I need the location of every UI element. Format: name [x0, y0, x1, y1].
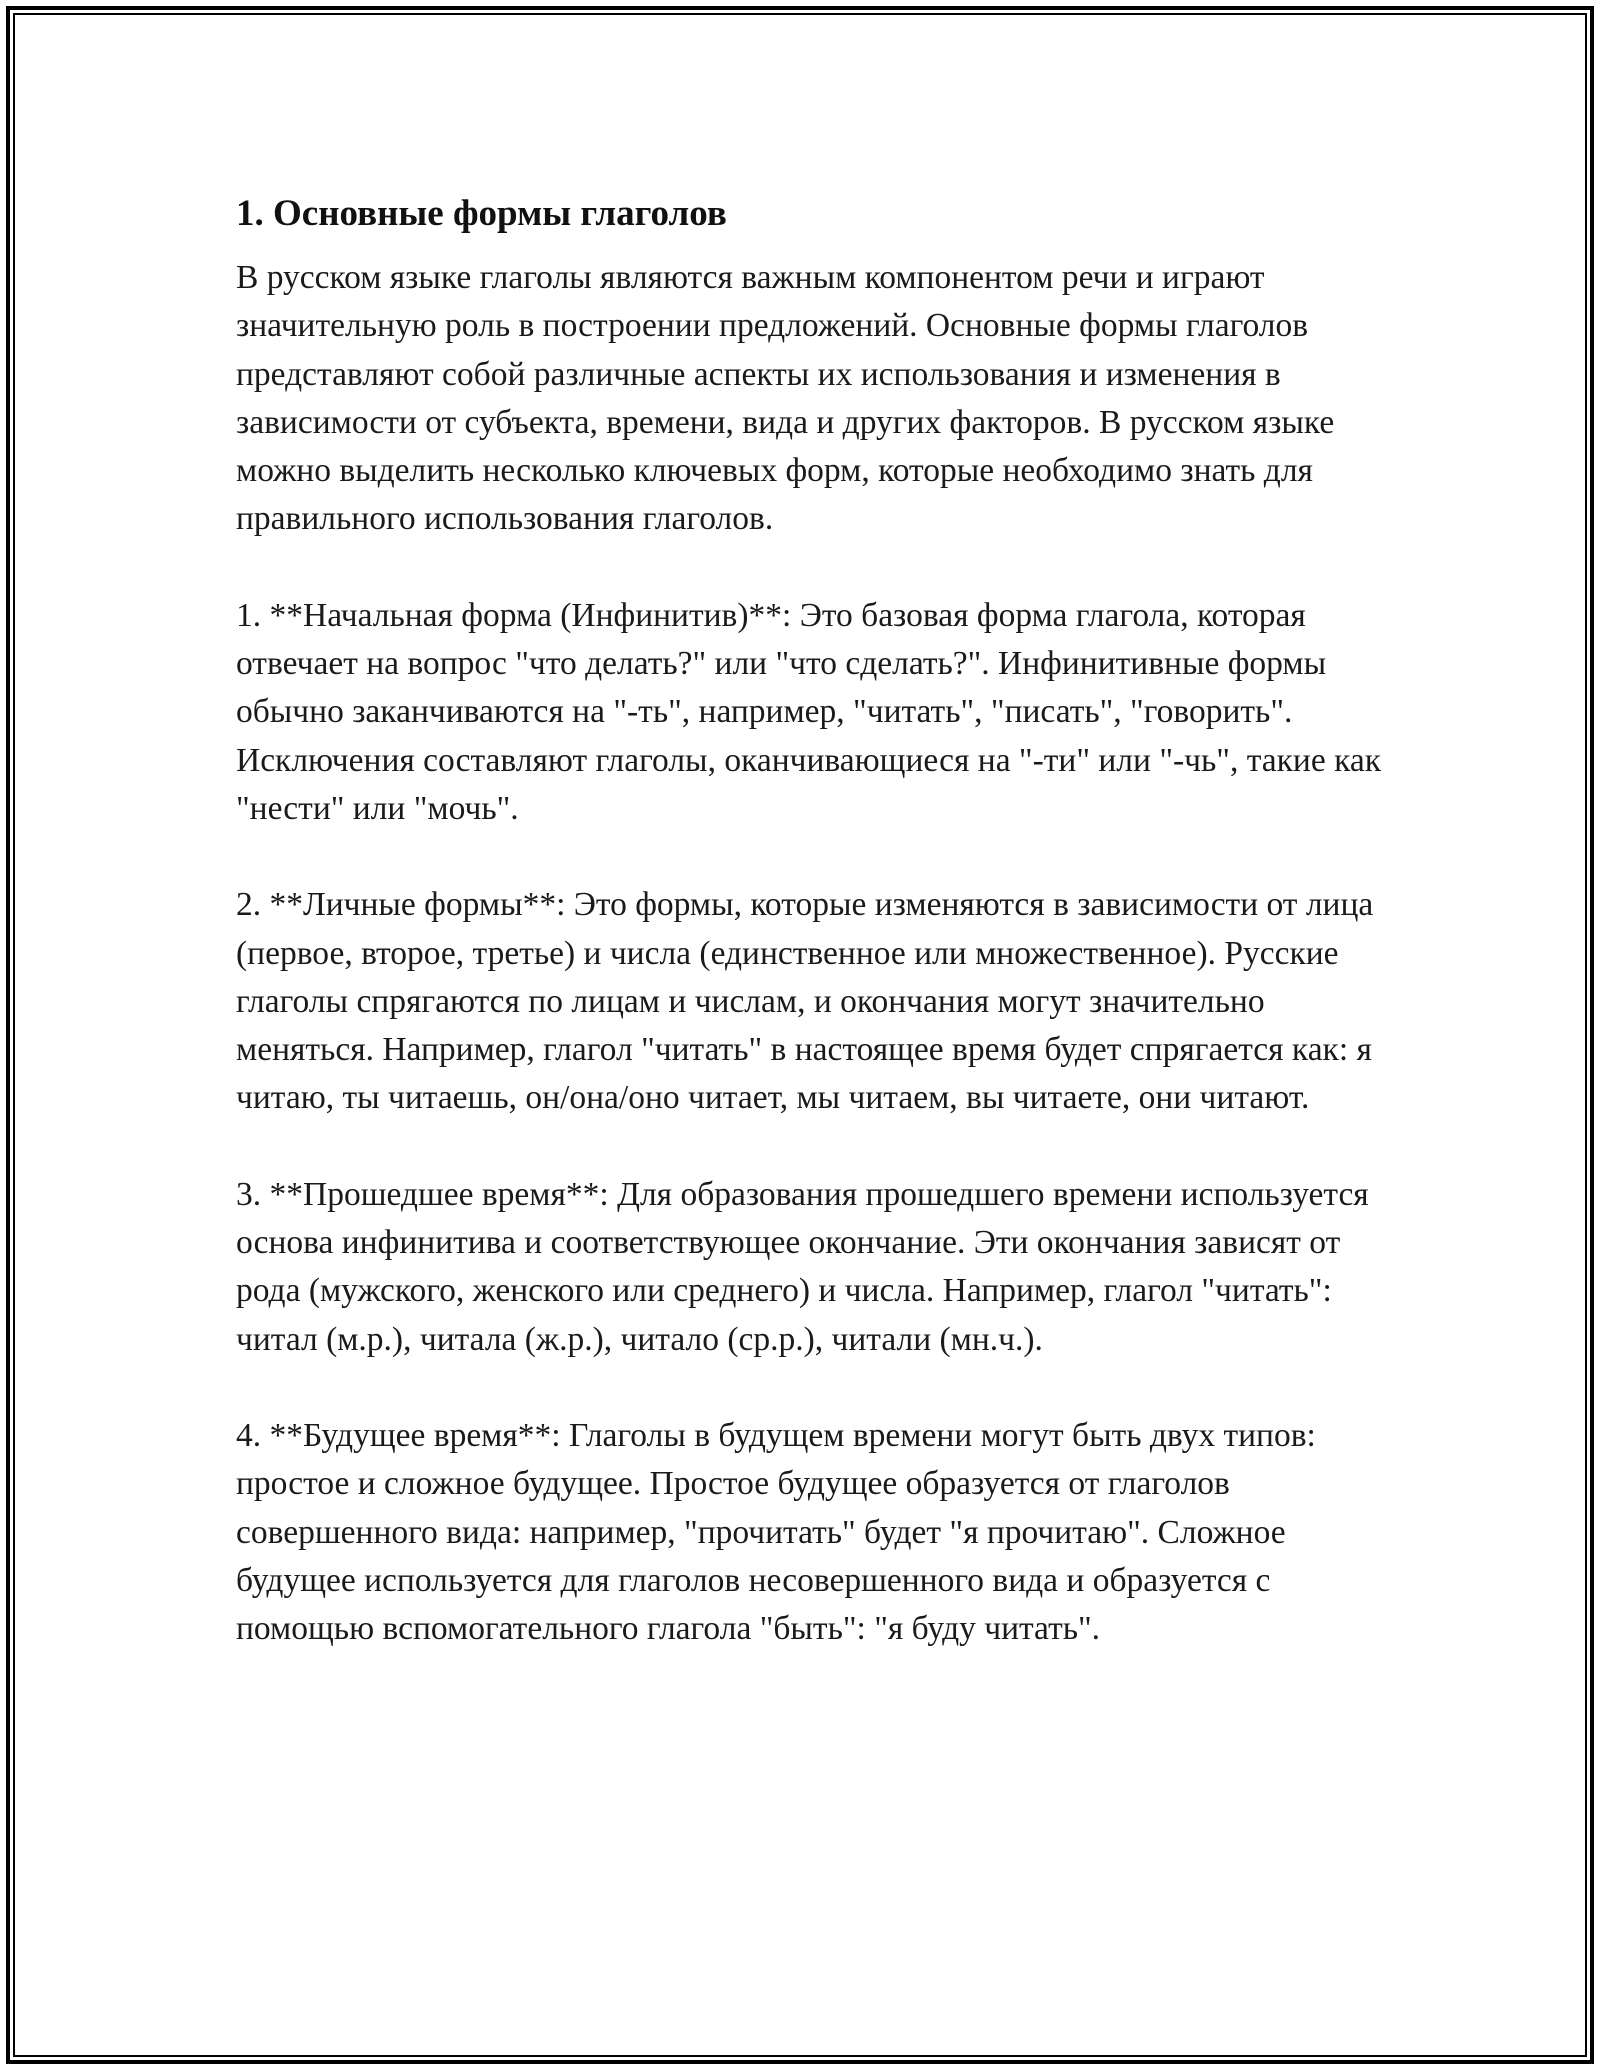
section-title: 1. Основные формы глаголов — [236, 193, 727, 234]
paragraph-past-tense: 3. **Прошедшее время**: Для образования прошедшего времени используется основа инфинитива и соответствующее окончание. Эти окончания зависят от рода (мужского, женского или среднего) и числа. Например, глагол "читать": читал (м.р.), читала (ж.р.), читало (ср.р.), читали (мн.ч.). — [236, 1175, 1369, 1358]
document-body — [236, 186, 1396, 1701]
paragraph-personal-forms: 2. **Личные формы**: Это формы, которые изменяются в зависимости от лица (первое, второе, третье) и числа (единственное или множественное). Русские глаголы спрягаются по лицам и числам, и окончания могут значительно меняться. Например, глагол "читать" в настоящее время будет спрягается как: я читаю, ты читаешь, он/она/оно читает, мы читаем, вы читаете, они читают. — [236, 886, 1374, 1117]
paragraph-future-tense: 4. **Будущее время**: Глаголы в будущем времени могут быть двух типов: простое и сложное будущее. Простое будущее образуется от глаголов совершенного вида: например, "прочитать" будет "я прочитаю". Сложное будущее используется для глаголов несовершенного вида и образуется с помощью вспомогательного глагола "быть": "я буду читать". — [236, 1416, 1316, 1648]
paragraph-infinitive: 1. **Начальная форма (Инфинитив)**: Это базовая форма глагола, которая отвечает на вопрос "что делать?" или "что сделать?". Инфинитивные формы обычно заканчиваются на "-ть", например, "читать", "писать", "говорить". Исключения составляют глаголы, оканчивающиеся на "-ти" или "-чь", такие как "нести" или "мочь". — [236, 596, 1381, 827]
paragraph-intro: В русском языке глаголы являются важным компонентом речи и играют значительную роль в построении предложений. Основные формы глаголов представляют собой различные аспекты их использования и изменения в зависимости от субъекта, времени, вида и других факторов. В русском языке можно выделить несколько ключевых форм, которые необходимо знать для правильного использования глаголов. — [236, 259, 1335, 538]
